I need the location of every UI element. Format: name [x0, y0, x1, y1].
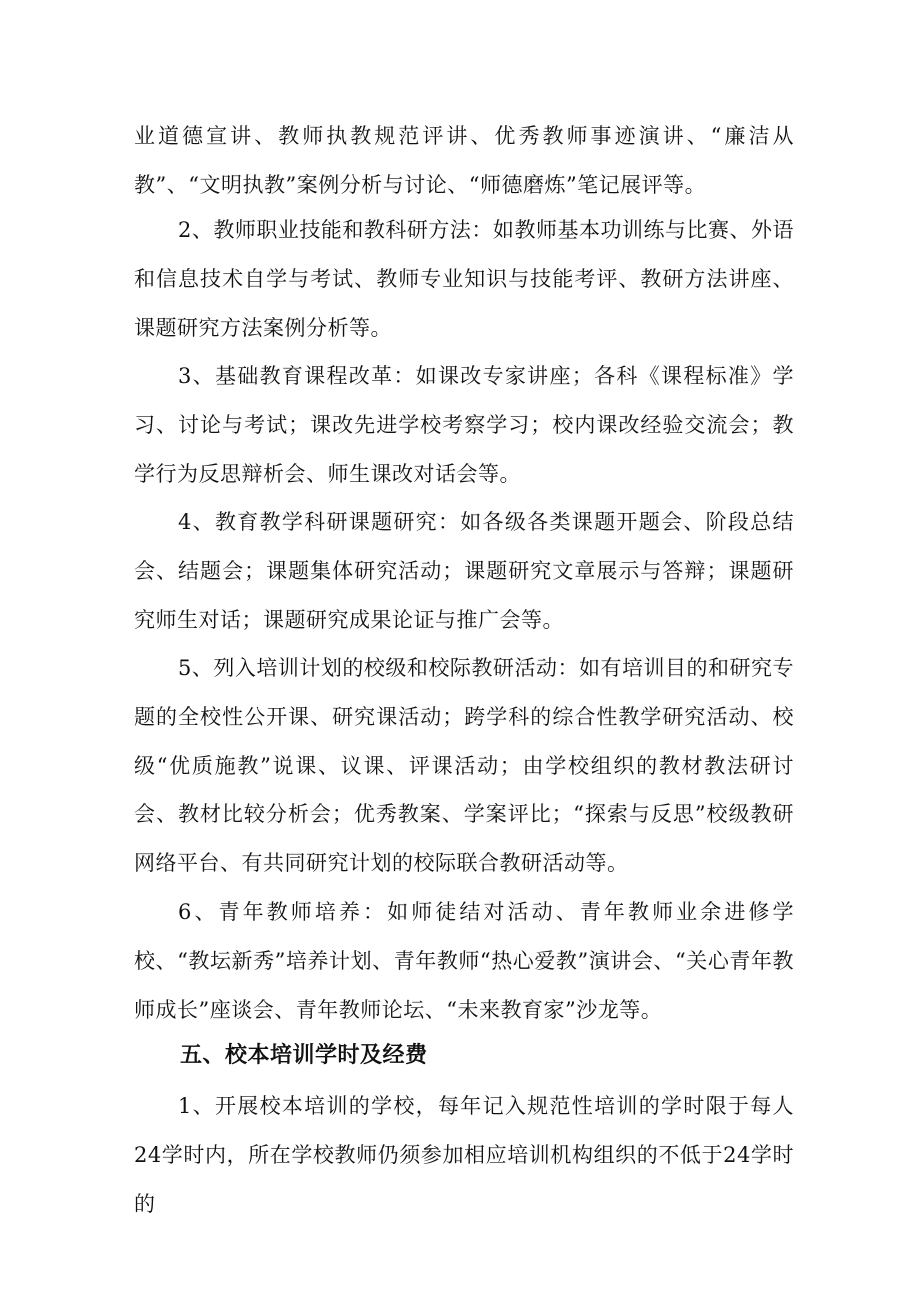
paragraph-item-6: 6、青年教师培养：如师徒结对活动、青年教师业余进修学校、“教坛新秀”培养计划、青年教师“热心爱教”演讲会、“关心青年教师成长”座谈会、青年教师论坛、“未来教育家”沙龙等。	[134, 900, 794, 1022]
paragraph-item-5: 5、列入培训计划的校级和校际教研活动：如有培训目的和研究专题的全校性公开课、研究课活动；跨学科的综合性教学研究活动、校级“优质施教”说课、议课、评课活动；由学校组织的教材教法研讨会、教材比较分析会；优秀教案、学案评比；“探索与反思”校级教研网络平台、有共同研究计划的校际联合教研活动等。	[134, 656, 794, 876]
paragraph-item-4: 4、教育教学科研课题研究：如各级各类课题开题会、阶段总结会、结题会；课题集体研究活动；课题研究文章展示与答辩；课题研究师生对话；课题研究成果论证与推广会等。	[134, 510, 794, 632]
section-heading: 五、校本培训学时及经费	[180, 1043, 428, 1068]
paragraph-section-5-item-1: 1、开展校本培训的学校，每年记入规范性培训的学时限于每人24学时内，所在学校教师仍须参加相应培训机构组织的不低于24学时的	[134, 1094, 794, 1216]
paragraph-item-3: 3、基础教育课程改革：如课改专家讲座；各科《课程标准》学习、讨论与考试；课改先进学校考察学习；校内课改经验交流会；教学行为反思辩析会、师生课改对话会等。	[134, 364, 794, 486]
paragraph-item-2: 2、教师职业技能和教科研方法：如教师基本功训练与比赛、外语和信息技术自学与考试、教师专业知识与技能考评、教研方法讲座、课题研究方法案例分析等。	[134, 218, 794, 340]
paragraph-continuation: 业道德宣讲、教师执教规范评讲、优秀教师事迹演讲、“廉洁从教”、“文明执教”案例分析与讨论、“师德磨炼”笔记展评等。	[134, 124, 794, 197]
